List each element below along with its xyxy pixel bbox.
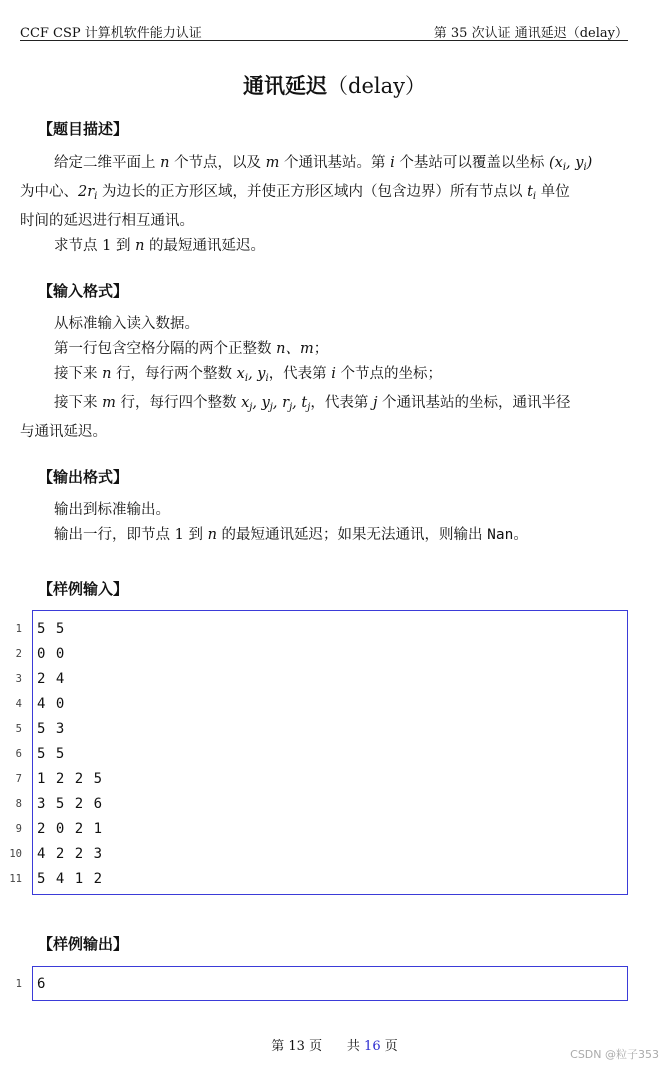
- page-header: [20, 20, 628, 41]
- input-line-5: 与通讯延迟。: [20, 424, 107, 440]
- line-number: 5: [15, 723, 22, 735]
- description-line-2: [20, 180, 630, 209]
- var-y: , y: [252, 395, 270, 411]
- section-description-heading: 【题目描述】: [38, 120, 129, 138]
- input-text: 个通讯基站的坐标，通讯半径: [382, 395, 571, 411]
- desc-text: 个节点，以及: [174, 155, 262, 171]
- desc-text: 求节点 1 到: [54, 238, 131, 254]
- output-format-block: [20, 498, 630, 548]
- math-n: n: [135, 238, 145, 254]
- math-m: m: [102, 395, 116, 411]
- math-n: n: [207, 527, 217, 543]
- description-line-3: 时间的延迟进行相互通讯。: [20, 213, 194, 229]
- code-line: 4 2 2 3: [37, 846, 104, 862]
- line-number: 10: [9, 848, 22, 860]
- output-text: 的最短通讯延迟；如果无法通讯，则输出: [221, 527, 483, 543]
- line-number: 6: [15, 748, 22, 760]
- math-i: i: [331, 366, 336, 382]
- code-line: 5 5: [37, 746, 66, 762]
- line-number: 11: [9, 873, 22, 885]
- math-j: j: [372, 395, 378, 411]
- sample-output-box: [32, 966, 628, 1001]
- header-left-text: CCF CSP 计算机软件能力认证: [20, 26, 202, 41]
- code-line: 6: [37, 976, 47, 992]
- math-i: i: [390, 155, 395, 171]
- var-sub: j: [307, 402, 311, 413]
- code-line: 3 5 2 6: [37, 796, 104, 812]
- desc-text: 单位: [540, 184, 570, 200]
- desc-text: 个通讯基站。第: [284, 155, 386, 171]
- math-t: [527, 184, 536, 200]
- code-line: 5 4 1 2: [37, 871, 104, 887]
- coord-sub: i: [562, 162, 567, 173]
- desc-text: 给定二维平面上: [54, 155, 156, 171]
- input-line-4: [20, 391, 630, 420]
- output-line-2: [20, 523, 630, 548]
- two-r-sub: i: [94, 191, 98, 202]
- coord-y: , y: [566, 155, 584, 171]
- code-line: 5 5: [37, 621, 66, 637]
- section-sample-output-heading: 【样例输出】: [38, 935, 129, 953]
- footer-text: 页: [384, 1039, 398, 1054]
- code-line: 2 0 2 1: [37, 821, 104, 837]
- desc-text: 为中心、: [20, 184, 78, 200]
- math-coord: [549, 155, 592, 171]
- code-line: 2 4: [37, 671, 66, 687]
- page-footer: [0, 1035, 669, 1054]
- math-nm: n、m: [276, 341, 314, 357]
- coord-close: ): [586, 155, 593, 171]
- line-number: 7: [15, 773, 22, 785]
- input-text: 接下来: [54, 395, 98, 411]
- sample-input-box: [32, 610, 628, 895]
- var-sub: j: [269, 402, 273, 413]
- output-text: 输出一行，即节点 1 到: [54, 527, 203, 543]
- section-sample-input-heading: 【样例输入】: [38, 580, 129, 598]
- output-line-1: 输出到标准输出。: [54, 502, 170, 518]
- current-page-number: 13: [288, 1039, 305, 1054]
- line-number: 1: [15, 623, 22, 635]
- input-text: 接下来: [54, 366, 98, 382]
- code-line: 1 2 2 5: [37, 771, 104, 787]
- footer-text: 共: [346, 1039, 360, 1054]
- input-text: 行，每行两个整数: [116, 366, 233, 382]
- input-text: 行，每行四个整数: [120, 395, 237, 411]
- code-line: 0 0: [37, 646, 66, 662]
- input-line-1: 从标准输入读入数据。: [54, 316, 199, 332]
- input-line-2: [20, 337, 630, 362]
- math-m: m: [265, 155, 280, 171]
- line-number: 2: [15, 648, 22, 660]
- math-n: n: [160, 155, 170, 171]
- var-x: x: [236, 366, 245, 382]
- description-line-1: [20, 151, 630, 180]
- math-n: n: [102, 366, 112, 382]
- desc-text: 的最短通讯延迟。: [149, 238, 266, 254]
- line-number: 3: [15, 673, 22, 685]
- var-sub: j: [289, 402, 293, 413]
- line-number: 4: [15, 698, 22, 710]
- description-line-4: [20, 234, 630, 259]
- var-r: , r: [272, 395, 290, 411]
- footer-text: 第: [271, 1039, 285, 1054]
- section-output-format-heading: 【输出格式】: [38, 468, 129, 486]
- input-text: 第一行包含空格分隔的两个正整数: [54, 341, 272, 357]
- var-y: , y: [248, 366, 266, 382]
- t-var: t: [527, 184, 533, 200]
- output-text: 。: [513, 527, 528, 543]
- math-xyrt: [241, 395, 310, 411]
- code-line: 5 3: [37, 721, 66, 737]
- two-r: 2r: [78, 184, 95, 200]
- input-text: ；: [313, 341, 329, 357]
- coord-sub: i: [583, 162, 587, 173]
- section-input-format-heading: 【输入格式】: [38, 282, 129, 300]
- code-line: 4 0: [37, 696, 66, 712]
- page-title: [0, 70, 669, 100]
- csdn-watermark: CSDN @粒子353: [570, 1048, 659, 1061]
- input-line-3: [20, 362, 630, 391]
- input-text: 个节点的坐标；: [340, 366, 443, 382]
- var-sub: i: [265, 373, 269, 384]
- input-format-block: [20, 312, 630, 445]
- desc-text: 个基站可以覆盖以坐标: [399, 155, 545, 171]
- desc-text: 为边长的正方形区域，并使正方形区域内（包含边界）所有节点以: [101, 184, 523, 200]
- title-main: 通讯延迟: [243, 73, 327, 98]
- t-sub: i: [532, 191, 537, 202]
- var-x: x: [241, 395, 250, 411]
- coord-x: (x: [549, 155, 563, 171]
- var-sub: j: [249, 402, 253, 413]
- line-number: 1: [15, 978, 22, 990]
- input-text: ，代表第: [310, 395, 369, 411]
- nan-literal: Nan: [487, 527, 514, 543]
- line-number: 8: [15, 798, 22, 810]
- math-2r: [78, 184, 97, 200]
- header-right-text: 第 35 次认证 通讯延迟（delay）: [433, 26, 628, 41]
- footer-text: 页: [309, 1039, 323, 1054]
- title-paren: （delay）: [327, 74, 426, 98]
- line-number: 9: [15, 823, 22, 835]
- input-text: ，代表第: [268, 366, 327, 382]
- var-t: , t: [292, 395, 308, 411]
- var-sub: i: [244, 373, 249, 384]
- math-xy: [237, 366, 269, 382]
- total-page-number: 16: [364, 1039, 381, 1054]
- description-block: [20, 151, 630, 259]
